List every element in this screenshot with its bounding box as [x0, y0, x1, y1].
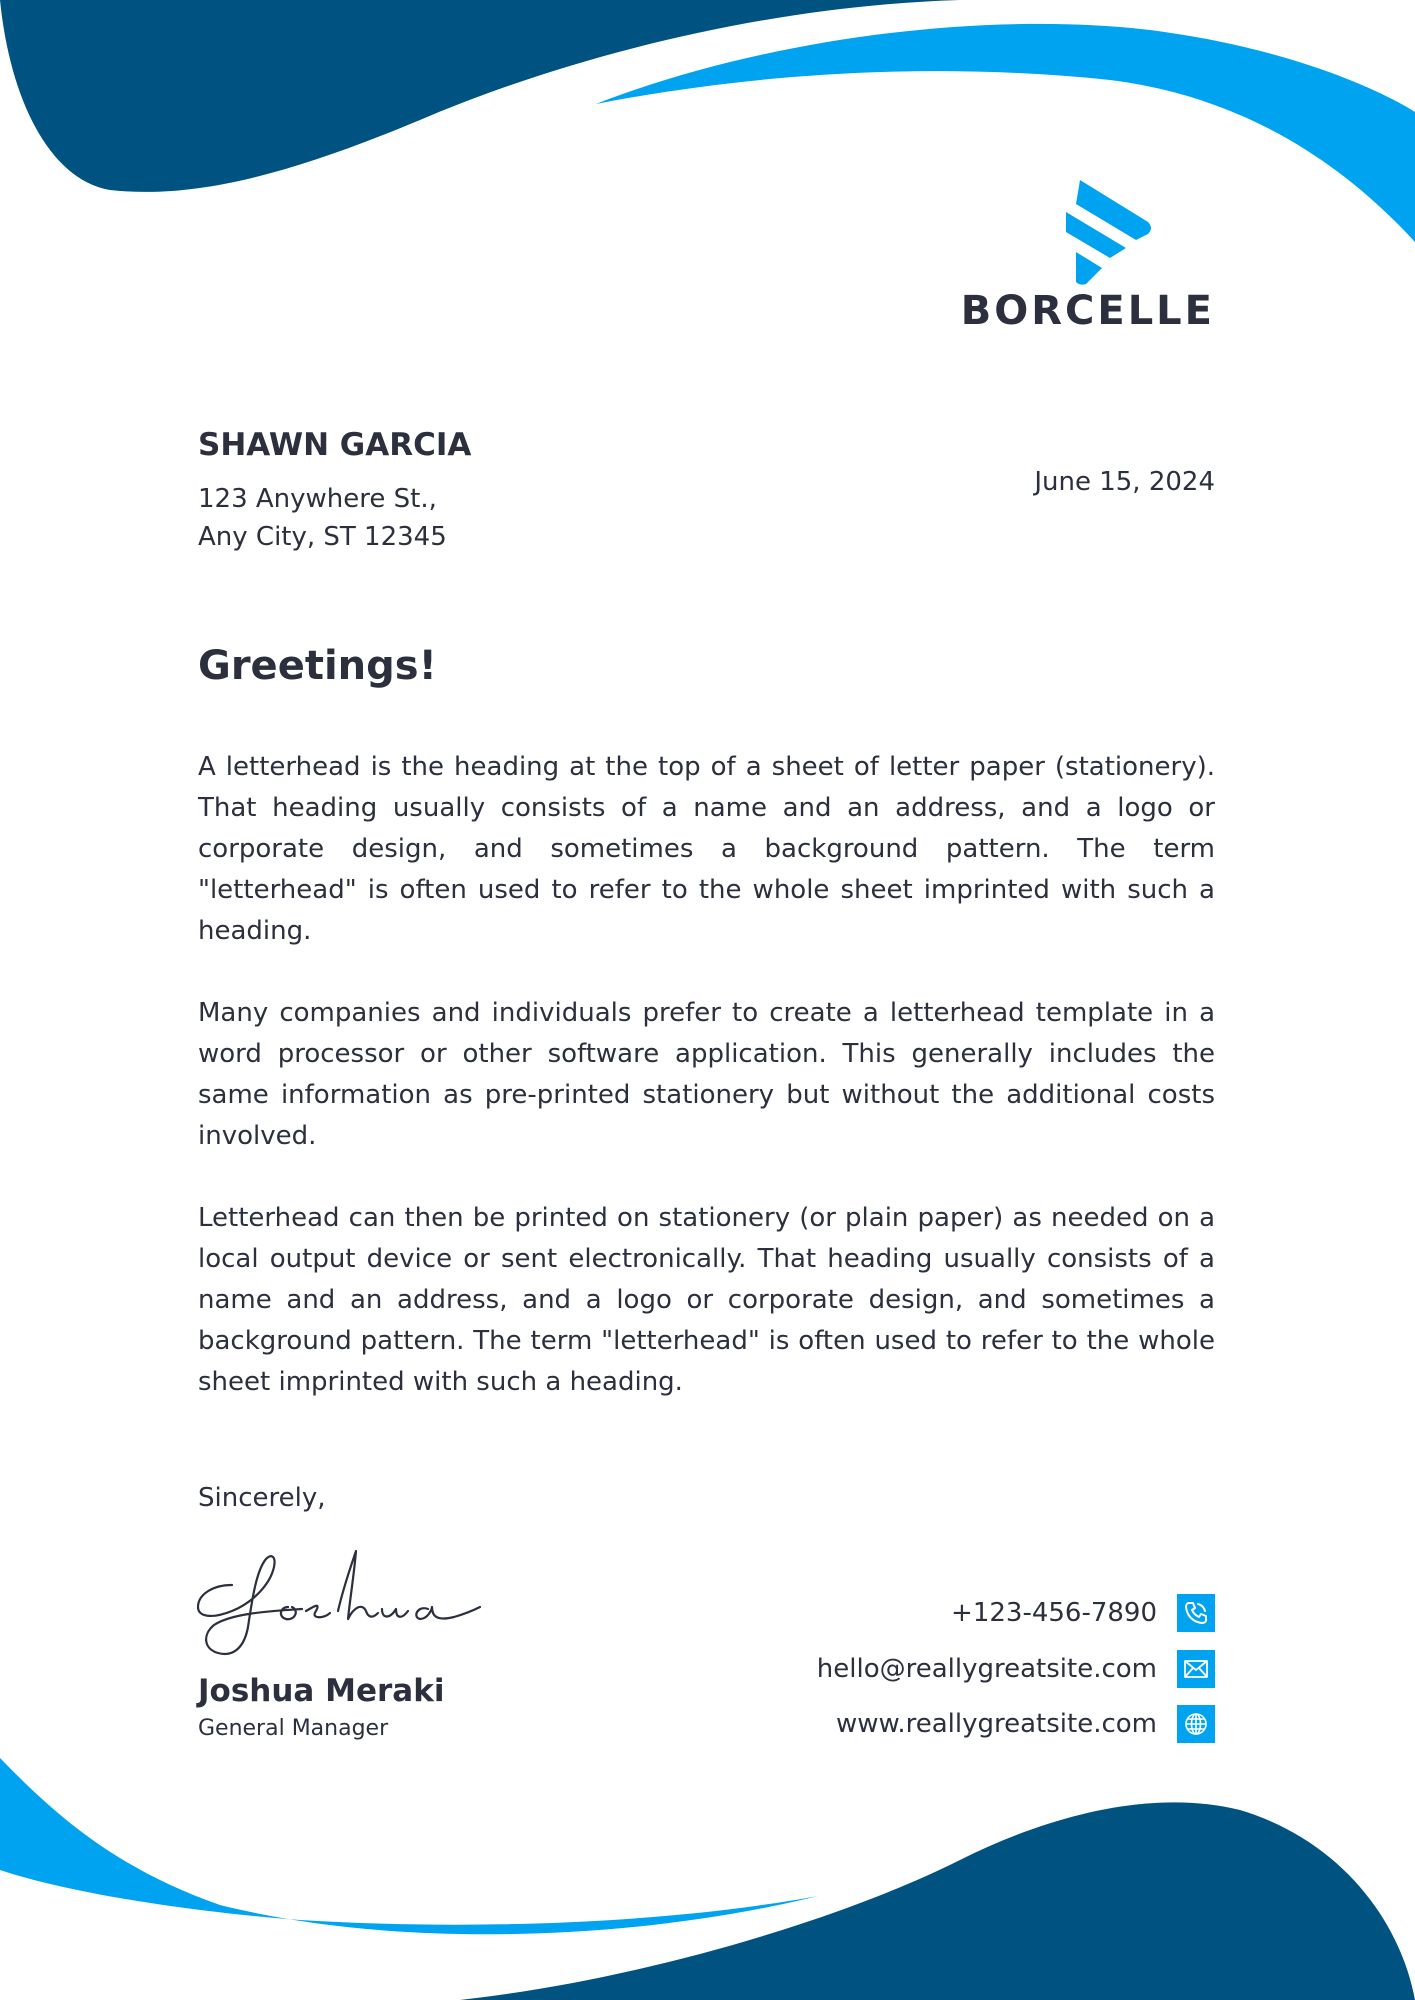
mail-icon [1177, 1650, 1215, 1688]
handwritten-signature [192, 1545, 482, 1660]
letter-date: June 15, 2024 [1034, 467, 1215, 497]
bottom-light-wave [0, 1758, 818, 1934]
signer-title: General Manager [198, 1716, 389, 1741]
closing-text: Sincerely, [198, 1483, 326, 1513]
contact-phone-row [951, 1594, 1215, 1632]
contact-email-row [817, 1650, 1215, 1688]
sender-address-line2: Any City, ST 12345 [198, 522, 447, 552]
signer-name: Joshua Meraki [198, 1673, 445, 1709]
contact-phone[interactable]: +123-456-7890 [951, 1598, 1157, 1628]
contact-website-row [836, 1705, 1215, 1743]
contact-email[interactable]: hello@reallygreatsite.com [816, 1654, 1157, 1684]
bottom-dark-wave [460, 1802, 1415, 2000]
brand-name: BORCELLE [960, 288, 1215, 334]
greeting-heading: Greetings! [198, 643, 437, 689]
globe-icon [1177, 1705, 1215, 1743]
stripes-logo-icon [1062, 178, 1154, 288]
sender-address-line1: 123 Anywhere St., [198, 484, 437, 514]
body-paragraph: Letterhead can then be printed on stationery (or plain paper) as needed on a local output device or sent electronically. That heading usually consists of a name and an address, and a logo or corporate design, and sometimes a background pattern. The term "letterhead" is often used to refer to the whole sheet imprinted with such a heading. [198, 1203, 1215, 1397]
top-dark-wave [0, 0, 960, 192]
body-paragraph: Many companies and individuals prefer to create a letterhead template in a word processor or other software application. This generally includes the same information as pre-printed stationery but without the additional costs involved. [198, 998, 1215, 1151]
phone-icon [1177, 1594, 1215, 1632]
sender-name: SHAWN GARCIA [198, 427, 472, 463]
body-paragraph: A letterhead is the heading at the top of a sheet of letter paper (stationery). That heading usually consists of a name and an address, and a logo or corporate design, and sometimes a background pattern. The term "letterhead" is often used to refer to the whole sheet imprinted with such a heading. [198, 752, 1215, 946]
contact-website[interactable]: www.reallygreatsite.com [835, 1709, 1157, 1739]
top-light-wave [596, 24, 1415, 242]
